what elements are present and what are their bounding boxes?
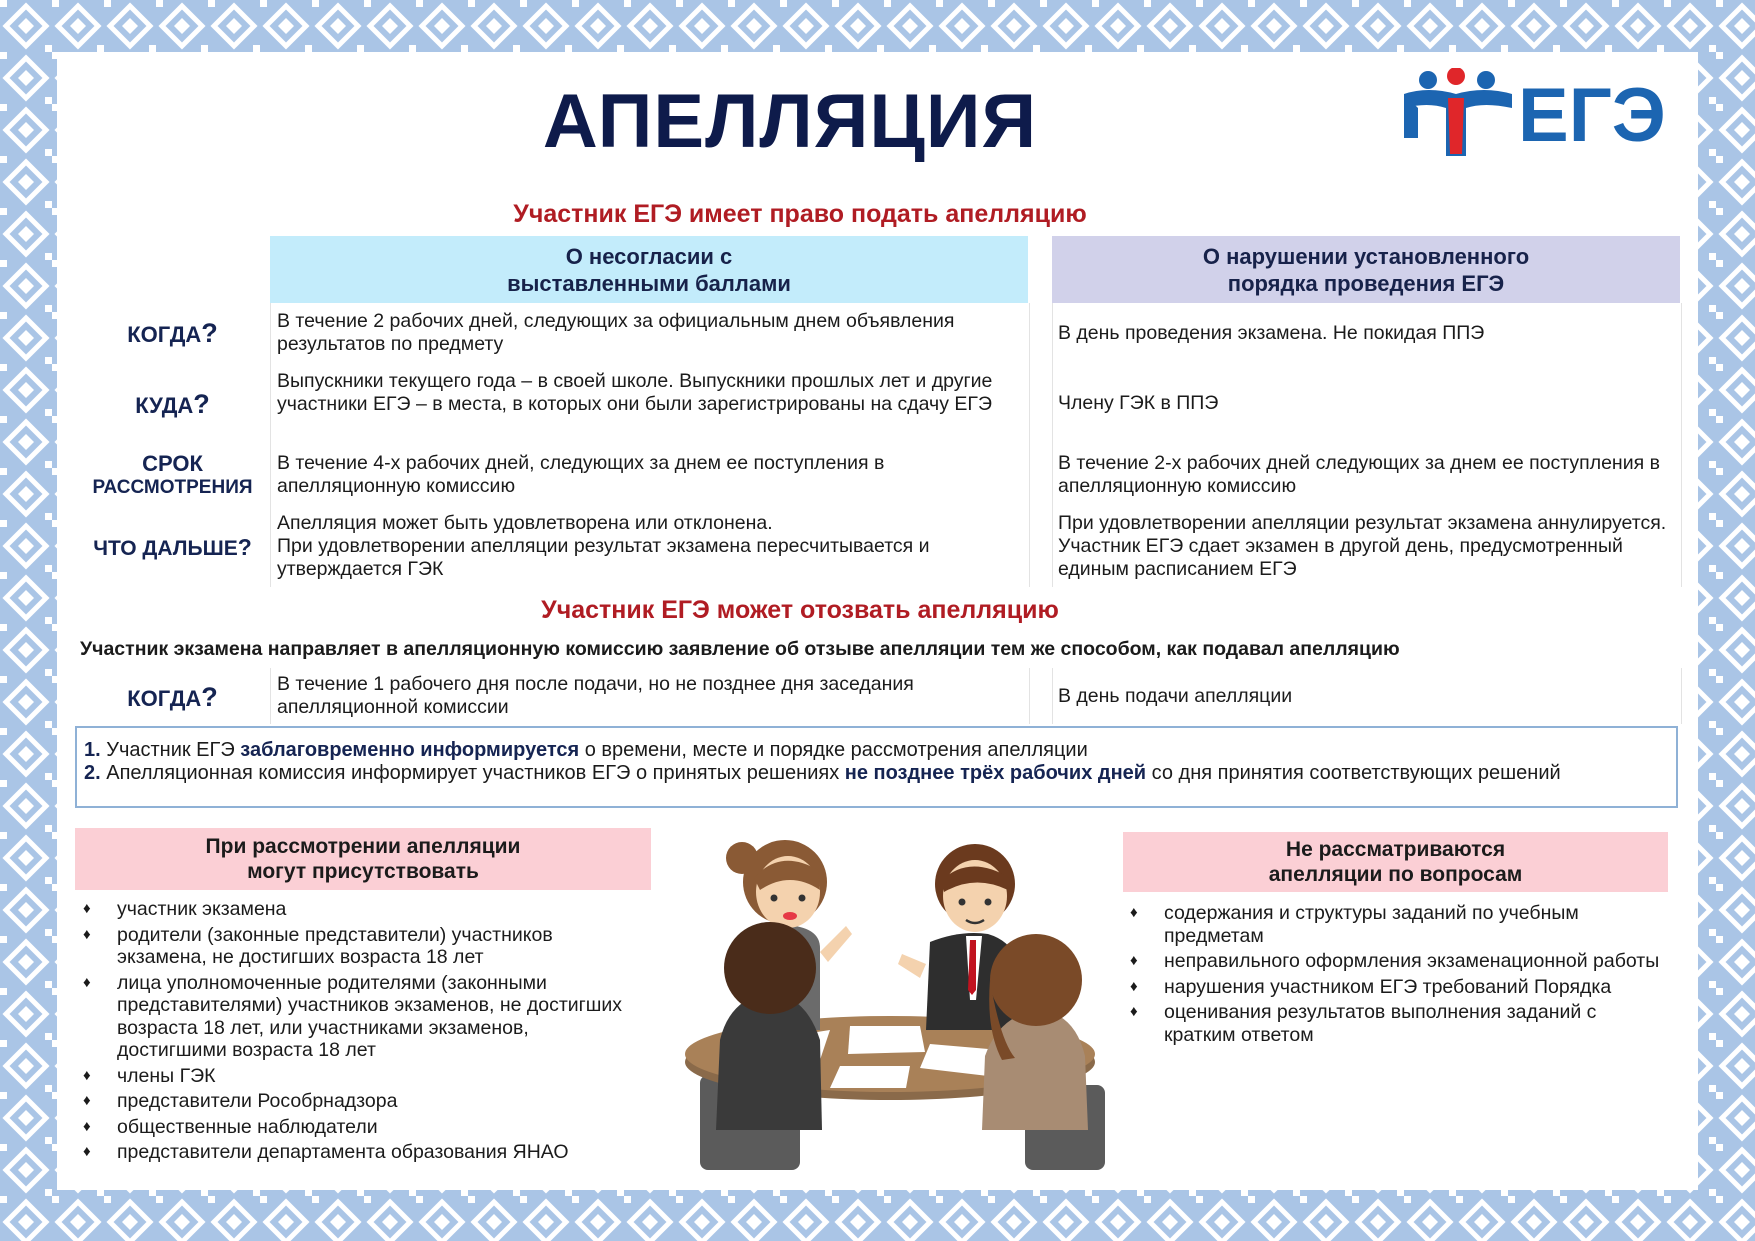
section-header-line: Не рассматриваются [1285, 838, 1506, 861]
diamond-bullet-icon: ♦ [83, 925, 91, 943]
list-item-text: участник экзамена [117, 898, 287, 920]
diamond-bullet-icon: ♦ [83, 900, 91, 917]
list-item [1122, 950, 1667, 973]
diamond-bullet-icon: ♦ [1130, 904, 1138, 921]
row-label-question-mark: ? [237, 534, 252, 560]
note-number: 1. [84, 739, 101, 761]
cell-when-scores: В течение 2 рабочих дней, следующих за официальным днем объявления результатов по предмету [277, 310, 955, 355]
cell-line: Апелляция может быть удовлетворена или отклонена. [277, 512, 773, 534]
list-item-text: представители департамента образования ЯНАО [117, 1141, 569, 1163]
cell-withdraw-procedure: В день подачи апелляции [1058, 685, 1293, 707]
row-label-question-mark: ? [193, 389, 210, 419]
row-label-text: СРОК [142, 451, 203, 476]
not-considered-list [1122, 902, 1667, 1049]
list-item-text: родители (законные представители) участников экзамена, не достигших возраста 18 лет [117, 923, 553, 968]
list-item-text: оценивания результатов выполнения заданий с кратким ответом [1164, 1001, 1597, 1046]
list-item-text: лица уполномоченные родителями (законными представителями) участников экзаменов, не достигших возраста 18 лет, или участниками экзаменов, достигшими возраста 18 лет [117, 971, 623, 1061]
section-header-line: могут присутствовать [247, 860, 479, 883]
cell-where-scores: Выпускники текущего года – в своей школе. Выпускники прошлых лет и другие участники ЕГЭ – в места, в которых они были зарегистрированы на сдачу ЕГЭ [277, 370, 993, 415]
row-label-text: КОГДА [127, 322, 202, 347]
row-label-text: КУДА [135, 393, 194, 418]
cell-withdraw-scores: В течение 1 рабочего дня после подачи, но не позднее дня заседания апелляционной комиссии [277, 673, 914, 718]
list-item [75, 1065, 635, 1088]
row-label-text: ЧТО ДАЛЬШЕ [93, 537, 238, 560]
note-text: Участник ЕГЭ [100, 739, 241, 761]
diamond-bullet-icon: ♦ [83, 1092, 91, 1109]
diamond-bullet-icon: ♦ [83, 1117, 91, 1135]
cell-where-procedure: Члену ГЭК в ППЭ [1058, 392, 1219, 414]
list-item [1122, 902, 1667, 947]
list-item [75, 924, 635, 969]
note-emphasis: не позднее трёх рабочих дней [844, 762, 1147, 784]
cell-review-term-procedure: В течение 2-х рабочих дней следующих за днем ее поступления в апелляционную комиссию [1058, 452, 1660, 497]
note-text: Апелляционная комиссия информирует участников ЕГЭ о принятых решениях [100, 762, 845, 784]
row-label-review-term [75, 450, 270, 502]
section-header-line: При рассмотрении апелляции [205, 835, 521, 858]
row-label-when [75, 308, 270, 360]
row-label-where [75, 375, 270, 435]
diamond-bullet-icon: ♦ [83, 1066, 91, 1084]
list-item [75, 1090, 635, 1113]
present-list [75, 898, 635, 1167]
list-item-text: члены ГЭК [117, 1064, 216, 1087]
note-number: 2. [84, 762, 101, 784]
row-label-question-mark: ? [201, 682, 218, 712]
ege-logo [1400, 68, 1666, 160]
list-item [1122, 976, 1667, 999]
list-item [75, 972, 635, 1062]
cell-when-procedure: В день проведения экзамена. Не покидая ППЭ [1058, 322, 1485, 344]
cell-review-term-scores: В течение 4-х рабочих дней, следующих за днем ее поступления в апелляционную комиссию [277, 452, 885, 497]
list-item-text: представители Рособрнадзора [117, 1090, 398, 1112]
withdraw-statement: Участник экзамена направляет в апелляционную комиссию заявление об отзыве апелляции тем же способом, как подавал апелляцию [80, 638, 1400, 660]
diamond-bullet-icon: ♦ [83, 1143, 91, 1160]
note-text: со дня принятия соответствующих решений [1146, 762, 1561, 784]
list-item [75, 898, 635, 921]
column-header-line: О нарушении установленного [1202, 243, 1530, 269]
list-item [1122, 1001, 1667, 1046]
list-item-text: неправильного оформления экзаменационной работы [1164, 950, 1660, 972]
not-considered-header [1123, 832, 1668, 892]
meeting-illustration [670, 830, 1110, 1175]
row-label-withdraw-when [75, 672, 270, 724]
note-text: о времени, месте и порядке рассмотрения апелляции [579, 739, 1088, 761]
section-header-line: апелляции по вопросам [1268, 863, 1523, 886]
withdraw-heading: Участник ЕГЭ может отозвать апелляцию [541, 596, 1059, 624]
note-2 [84, 762, 1670, 785]
ege-logo-icon [1400, 68, 1520, 160]
logo-text: ЕГЭ [1518, 73, 1666, 158]
column-header-procedure [1052, 236, 1680, 303]
cell-line: При удовлетворении апелляции результат экзамена пересчитывается и утверждается ГЭК [277, 535, 930, 580]
page-title: АПЕЛЛЯЦИЯ [542, 79, 1038, 164]
present-section-header [75, 828, 651, 890]
column-header-line: О несогласии с [565, 243, 733, 269]
list-item [75, 1141, 635, 1164]
notes-box [75, 726, 1678, 808]
list-item-text: нарушения участником ЕГЭ требований Порядка [1164, 975, 1612, 998]
diamond-bullet-icon: ♦ [1130, 1003, 1138, 1020]
appeal-right-heading: Участник ЕГЭ имеет право подать апелляцию [513, 200, 1087, 228]
row-label-question-mark: ? [201, 318, 218, 348]
row-label-what-next [75, 522, 270, 574]
row-label-text: КОГДА [127, 686, 202, 711]
diamond-bullet-icon: ♦ [1130, 977, 1138, 995]
column-header-line: выставленными баллами [507, 270, 791, 296]
note-1 [84, 739, 1670, 762]
column-header-scores [270, 236, 1028, 303]
list-item [75, 1116, 635, 1139]
list-item-text: содержания и структуры заданий по учебным предметам [1164, 902, 1579, 947]
note-emphasis: заблаговременно информируется [240, 739, 580, 761]
diamond-bullet-icon: ♦ [83, 973, 91, 991]
diamond-bullet-icon: ♦ [1130, 952, 1138, 969]
cell-what-next-procedure: При удовлетворении апелляции результат экзамена аннулируется. Участник ЕГЭ сдает экзамен в другой день, предусмотренный единым расписанием ЕГЭ [1058, 512, 1667, 580]
cell-what-next-scores [277, 512, 1022, 581]
list-item-text: общественные наблюдатели [117, 1115, 378, 1138]
column-header-line: порядка проведения ЕГЭ [1227, 270, 1505, 296]
row-label-text: РАССМОТРЕНИЯ [92, 477, 253, 498]
